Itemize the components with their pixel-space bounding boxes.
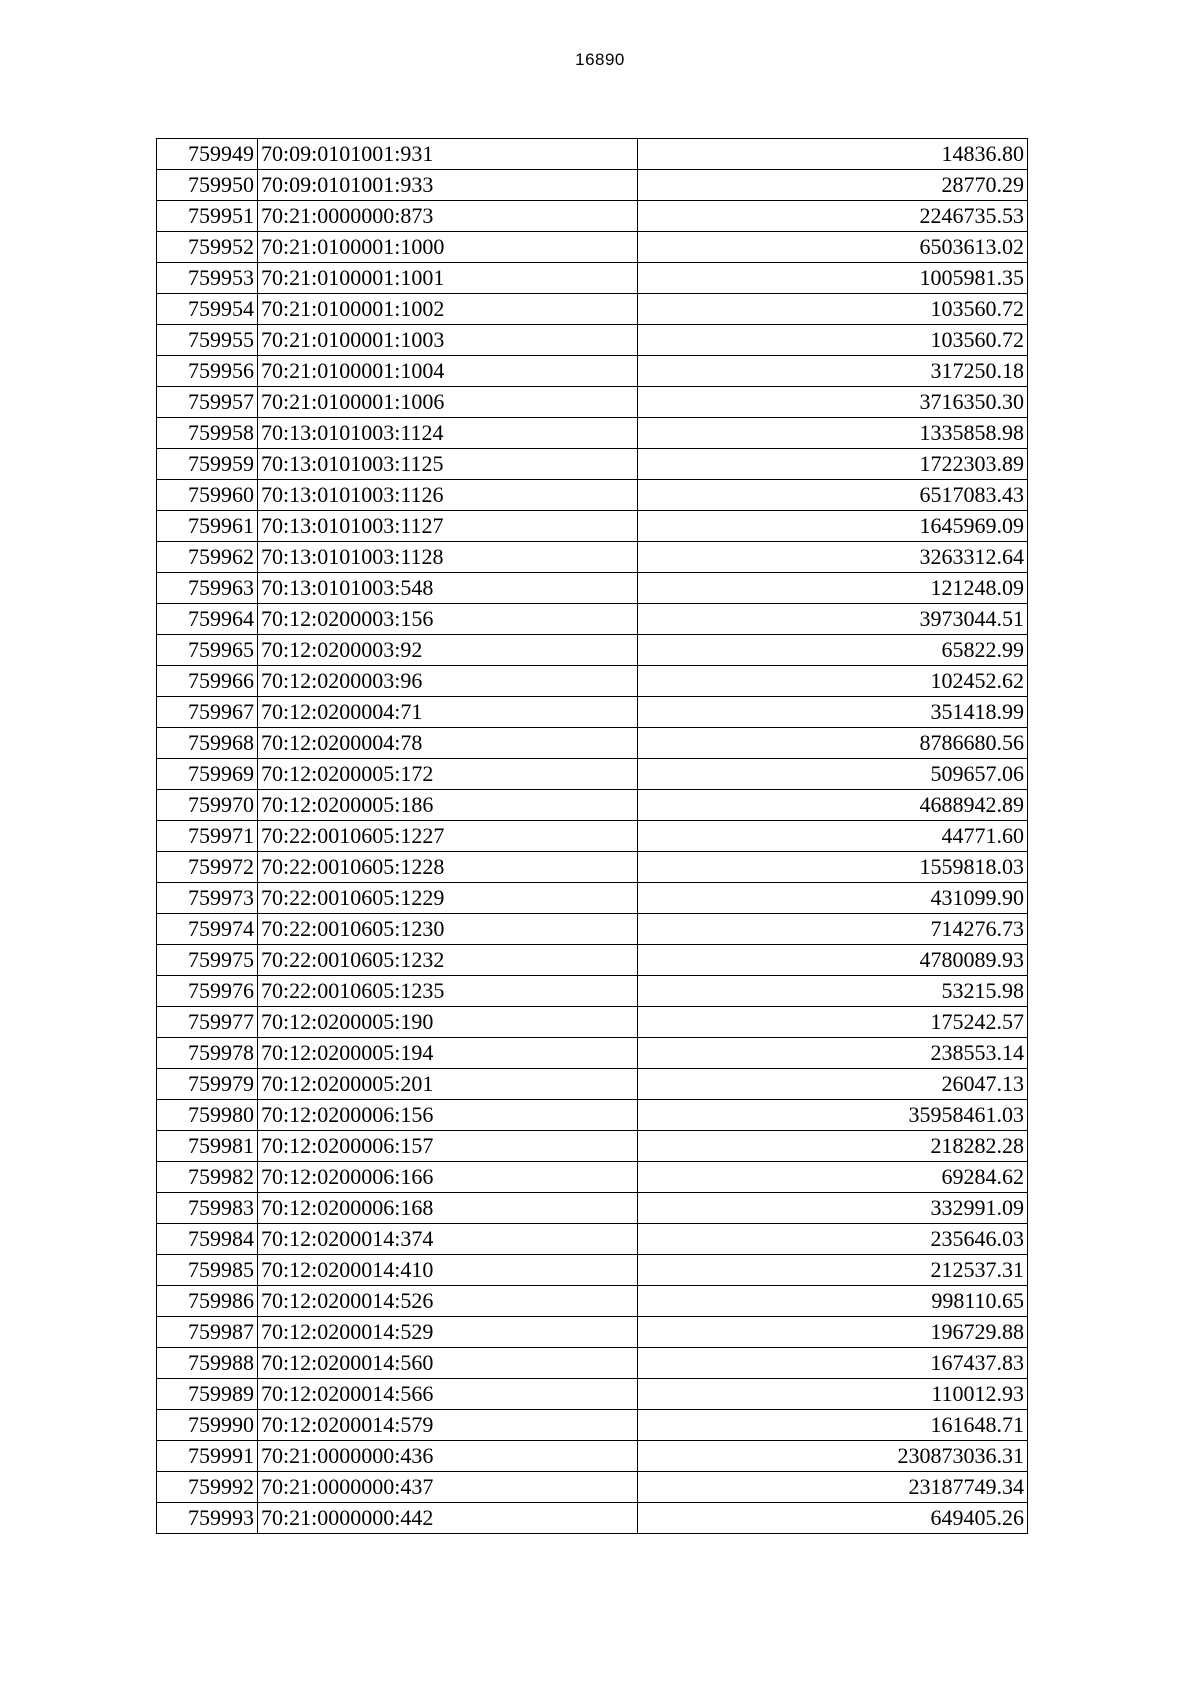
table-row [157,1441,1028,1472]
value-cell: 212537.31 [638,1255,1028,1286]
cadastral-number-cell: 70:12:0200006:157 [258,1131,638,1162]
value-cell: 351418.99 [638,697,1028,728]
cadastral-number-cell: 70:21:0000000:442 [258,1503,638,1534]
row-id-cell: 759982 [157,1162,258,1193]
row-id-cell: 759966 [157,666,258,697]
value-cell: 1335858.98 [638,418,1028,449]
row-id-cell: 759984 [157,1224,258,1255]
value-cell: 8786680.56 [638,728,1028,759]
table-row [157,1410,1028,1441]
table-row [157,1379,1028,1410]
row-id-cell: 759986 [157,1286,258,1317]
table-row [157,1472,1028,1503]
data-table [156,138,1028,1534]
table-row [157,1069,1028,1100]
table-row [157,356,1028,387]
cadastral-number-cell: 70:13:0101003:1128 [258,542,638,573]
table-row [157,1255,1028,1286]
row-id-cell: 759951 [157,201,258,232]
table-row [157,1131,1028,1162]
table-row [157,697,1028,728]
row-id-cell: 759964 [157,604,258,635]
table-row [157,449,1028,480]
cadastral-number-cell: 70:12:0200003:96 [258,666,638,697]
table-row [157,325,1028,356]
value-cell: 3973044.51 [638,604,1028,635]
cadastral-number-cell: 70:12:0200006:156 [258,1100,638,1131]
row-id-cell: 759979 [157,1069,258,1100]
cadastral-number-cell: 70:21:0100001:1003 [258,325,638,356]
value-cell: 4688942.89 [638,790,1028,821]
value-cell: 121248.09 [638,573,1028,604]
table-row [157,1100,1028,1131]
row-id-cell: 759985 [157,1255,258,1286]
row-id-cell: 759977 [157,1007,258,1038]
table-row [157,821,1028,852]
cadastral-number-cell: 70:21:0100001:1000 [258,232,638,263]
value-cell: 53215.98 [638,976,1028,1007]
value-cell: 714276.73 [638,914,1028,945]
cadastral-number-cell: 70:12:0200004:78 [258,728,638,759]
value-cell: 1645969.09 [638,511,1028,542]
row-id-cell: 759983 [157,1193,258,1224]
cadastral-number-cell: 70:12:0200014:579 [258,1410,638,1441]
table-body [157,139,1028,1534]
cadastral-number-cell: 70:12:0200004:71 [258,697,638,728]
table-row [157,201,1028,232]
cadastral-number-cell: 70:13:0101003:1125 [258,449,638,480]
value-cell: 65822.99 [638,635,1028,666]
row-id-cell: 759954 [157,294,258,325]
cadastral-number-cell: 70:21:0000000:436 [258,1441,638,1472]
cadastral-number-cell: 70:12:0200014:566 [258,1379,638,1410]
value-cell: 1559818.03 [638,852,1028,883]
row-id-cell: 759992 [157,1472,258,1503]
cadastral-number-cell: 70:13:0101003:548 [258,573,638,604]
row-id-cell: 759989 [157,1379,258,1410]
table-row [157,635,1028,666]
value-cell: 28770.29 [638,170,1028,201]
value-cell: 175242.57 [638,1007,1028,1038]
value-cell: 110012.93 [638,1379,1028,1410]
table-row [157,1162,1028,1193]
row-id-cell: 759962 [157,542,258,573]
table-row [157,387,1028,418]
table-row [157,1193,1028,1224]
row-id-cell: 759949 [157,139,258,170]
cadastral-number-cell: 70:12:0200014:526 [258,1286,638,1317]
table-row [157,604,1028,635]
row-id-cell: 759980 [157,1100,258,1131]
cadastral-number-cell: 70:13:0101003:1124 [258,418,638,449]
table-row [157,294,1028,325]
cadastral-number-cell: 70:21:0100001:1001 [258,263,638,294]
table-row [157,542,1028,573]
table-row [157,170,1028,201]
value-cell: 14836.80 [638,139,1028,170]
cadastral-number-cell: 70:13:0101003:1127 [258,511,638,542]
table-row [157,1007,1028,1038]
cadastral-number-cell: 70:12:0200005:194 [258,1038,638,1069]
value-cell: 218282.28 [638,1131,1028,1162]
value-cell: 1005981.35 [638,263,1028,294]
row-id-cell: 759968 [157,728,258,759]
cadastral-number-cell: 70:22:0010605:1230 [258,914,638,945]
row-id-cell: 759990 [157,1410,258,1441]
row-id-cell: 759950 [157,170,258,201]
value-cell: 238553.14 [638,1038,1028,1069]
table-row [157,1503,1028,1534]
page-number: 16890 [575,50,625,69]
cadastral-number-cell: 70:12:0200014:560 [258,1348,638,1379]
row-id-cell: 759959 [157,449,258,480]
row-id-cell: 759975 [157,945,258,976]
table-row [157,883,1028,914]
row-id-cell: 759960 [157,480,258,511]
row-id-cell: 759958 [157,418,258,449]
value-cell: 3716350.30 [638,387,1028,418]
value-cell: 167437.83 [638,1348,1028,1379]
value-cell: 196729.88 [638,1317,1028,1348]
cadastral-number-cell: 70:22:0010605:1235 [258,976,638,1007]
cadastral-number-cell: 70:21:0000000:437 [258,1472,638,1503]
row-id-cell: 759978 [157,1038,258,1069]
table-row [157,1224,1028,1255]
cadastral-number-cell: 70:12:0200006:168 [258,1193,638,1224]
cadastral-number-cell: 70:12:0200003:92 [258,635,638,666]
row-id-cell: 759973 [157,883,258,914]
value-cell: 4780089.93 [638,945,1028,976]
value-cell: 1722303.89 [638,449,1028,480]
table-row [157,852,1028,883]
value-cell: 431099.90 [638,883,1028,914]
table-row [157,263,1028,294]
row-id-cell: 759970 [157,790,258,821]
value-cell: 69284.62 [638,1162,1028,1193]
cadastral-number-cell: 70:12:0200006:166 [258,1162,638,1193]
row-id-cell: 759955 [157,325,258,356]
value-cell: 44771.60 [638,821,1028,852]
row-id-cell: 759956 [157,356,258,387]
row-id-cell: 759987 [157,1317,258,1348]
row-id-cell: 759965 [157,635,258,666]
row-id-cell: 759981 [157,1131,258,1162]
row-id-cell: 759961 [157,511,258,542]
value-cell: 649405.26 [638,1503,1028,1534]
row-id-cell: 759976 [157,976,258,1007]
cadastral-number-cell: 70:12:0200005:186 [258,790,638,821]
value-cell: 235646.03 [638,1224,1028,1255]
value-cell: 6517083.43 [638,480,1028,511]
table-row [157,914,1028,945]
cadastral-number-cell: 70:12:0200003:156 [258,604,638,635]
row-id-cell: 759991 [157,1441,258,1472]
row-id-cell: 759988 [157,1348,258,1379]
row-id-cell: 759974 [157,914,258,945]
table-row [157,1317,1028,1348]
row-id-cell: 759967 [157,697,258,728]
row-id-cell: 759963 [157,573,258,604]
table-row [157,1038,1028,1069]
table-row [157,666,1028,697]
value-cell: 998110.65 [638,1286,1028,1317]
row-id-cell: 759971 [157,821,258,852]
cadastral-number-cell: 70:09:0101001:931 [258,139,638,170]
value-cell: 102452.62 [638,666,1028,697]
cadastral-number-cell: 70:12:0200014:374 [258,1224,638,1255]
row-id-cell: 759972 [157,852,258,883]
cadastral-number-cell: 70:21:0100001:1002 [258,294,638,325]
table-row [157,976,1028,1007]
cadastral-number-cell: 70:22:0010605:1228 [258,852,638,883]
cadastral-number-cell: 70:12:0200005:190 [258,1007,638,1038]
value-cell: 103560.72 [638,325,1028,356]
table-row [157,480,1028,511]
cadastral-number-cell: 70:22:0010605:1227 [258,821,638,852]
value-cell: 26047.13 [638,1069,1028,1100]
value-cell: 230873036.31 [638,1441,1028,1472]
table-row [157,139,1028,170]
table-row [157,759,1028,790]
cadastral-number-cell: 70:22:0010605:1232 [258,945,638,976]
value-cell: 23187749.34 [638,1472,1028,1503]
cadastral-number-cell: 70:22:0010605:1229 [258,883,638,914]
value-cell: 103560.72 [638,294,1028,325]
row-id-cell: 759969 [157,759,258,790]
cadastral-number-cell: 70:12:0200014:529 [258,1317,638,1348]
cadastral-number-cell: 70:13:0101003:1126 [258,480,638,511]
cadastral-number-cell: 70:12:0200005:172 [258,759,638,790]
cadastral-number-cell: 70:21:0000000:873 [258,201,638,232]
table-row [157,728,1028,759]
row-id-cell: 759957 [157,387,258,418]
value-cell: 317250.18 [638,356,1028,387]
table-row [157,1348,1028,1379]
cadastral-number-cell: 70:21:0100001:1004 [258,356,638,387]
cadastral-number-cell: 70:12:0200014:410 [258,1255,638,1286]
value-cell: 332991.09 [638,1193,1028,1224]
cadastral-number-cell: 70:09:0101001:933 [258,170,638,201]
value-cell: 509657.06 [638,759,1028,790]
value-cell: 161648.71 [638,1410,1028,1441]
table-row [157,511,1028,542]
value-cell: 3263312.64 [638,542,1028,573]
table-row [157,573,1028,604]
table-row [157,418,1028,449]
row-id-cell: 759993 [157,1503,258,1534]
value-cell: 6503613.02 [638,232,1028,263]
row-id-cell: 759953 [157,263,258,294]
value-cell: 2246735.53 [638,201,1028,232]
cadastral-number-cell: 70:21:0100001:1006 [258,387,638,418]
row-id-cell: 759952 [157,232,258,263]
table-row [157,790,1028,821]
table-row [157,945,1028,976]
cadastral-number-cell: 70:12:0200005:201 [258,1069,638,1100]
table-row [157,232,1028,263]
table-row [157,1286,1028,1317]
value-cell: 35958461.03 [638,1100,1028,1131]
